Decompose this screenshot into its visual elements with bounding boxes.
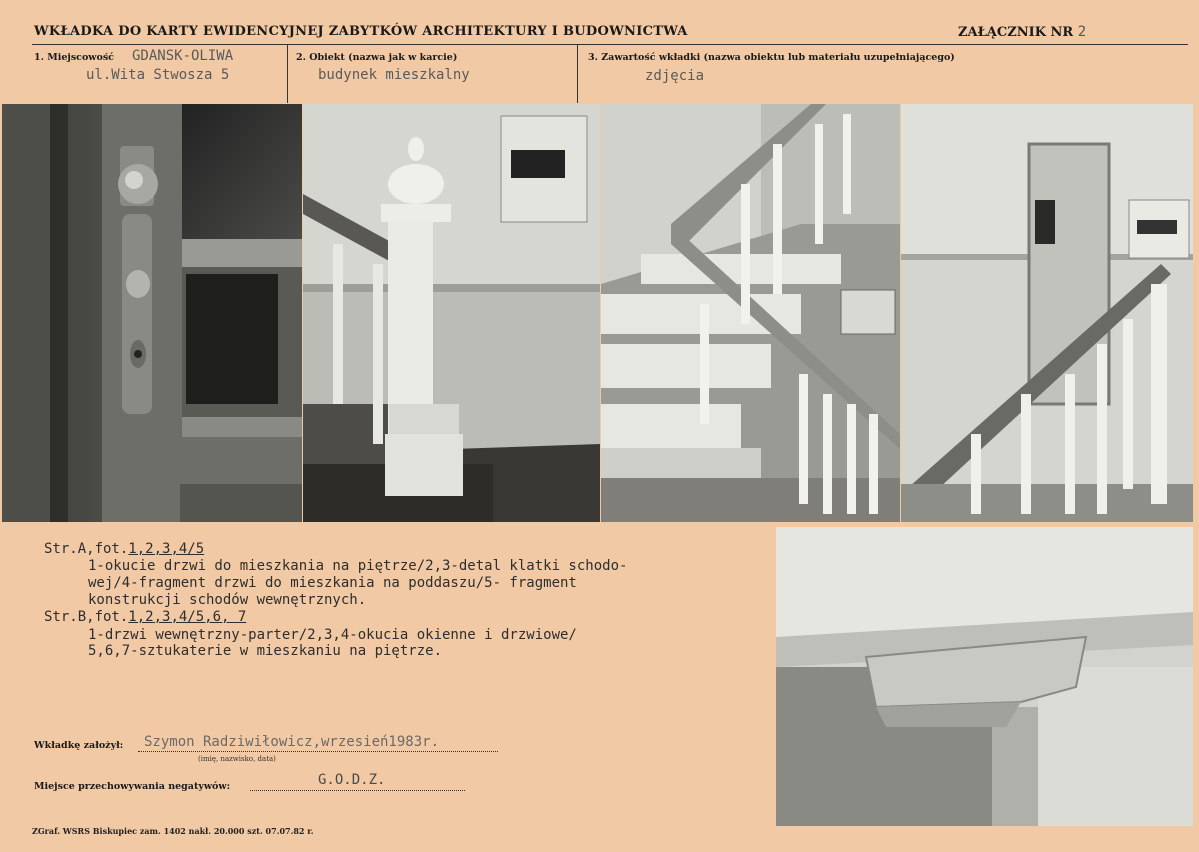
storage-dotline (250, 790, 465, 791)
photo-door-fitting (2, 104, 302, 522)
header-rule (32, 44, 1188, 45)
description-a-heading (44, 541, 204, 558)
photo-landing-balustrade (901, 104, 1193, 522)
photo-newel-post (303, 104, 600, 522)
description-b-line: 1-drzwi wewnętrzny-parter/2,3,4-okucia okienne i drzwiowe/ (88, 627, 577, 643)
locality-label: 1. Miejscowość (34, 52, 114, 63)
contents-label: 3. Zawartość wkładki (nazwa obiektu lub materiału uzupełniającego) (588, 52, 955, 63)
annex-label: ZAŁĄCZNIK NR (958, 25, 1074, 40)
photo-staircase (601, 104, 900, 522)
photo-ceiling-stucco (776, 527, 1193, 826)
field-divider (577, 45, 578, 103)
creator-value: Szymon Radziwiłowicz,wrzesień1983r. (144, 734, 440, 750)
printer-imprint: ZGraf. WSRS Biskupiec zam. 1402 nakł. 20.000 szt. 07.07.82 r. (32, 826, 314, 836)
field-divider (287, 45, 288, 103)
street-value: ul.Wita Stwosza 5 (86, 67, 230, 83)
description-a-line: wej/4-fragment drzwi do mieszkania na poddaszu/5- fragment (88, 575, 577, 591)
object-label: 2. Obiekt (nazwa jak w karcie) (296, 52, 458, 63)
object-value: budynek mieszkalny (318, 67, 470, 83)
description-a-numbers: 1,2,3,4/5 (128, 541, 205, 557)
annex-number: 2 (1077, 24, 1087, 40)
annex-label-group (958, 24, 1086, 40)
description-a-prefix: Str.A,fot. (44, 541, 129, 557)
card-title: WKŁADKA DO KARTY EWIDENCYJNEJ ZABYTKÓW ARCHITEKTURY I BUDOWNICTWA (34, 24, 688, 39)
description-a-line: 1-okucie drzwi do mieszkania na piętrze/2,3-detal klatki schodo- (88, 558, 628, 574)
description-b-numbers: 1,2,3,4/5,6, 7 (128, 609, 247, 625)
creator-dotline (138, 751, 498, 752)
description-a-line: konstrukcji schodów wewnętrznych. (88, 592, 367, 608)
storage-label: Miejsce przechowywania negatywów: (34, 781, 231, 792)
locality-value: GDANSK-OLIWA (132, 48, 234, 64)
contents-value: zdjęcia (645, 68, 705, 84)
card-header (0, 0, 1199, 103)
description-b-heading (44, 609, 246, 626)
creator-label: Wkładkę założył: (34, 740, 124, 751)
description-b-prefix: Str.B,fot. (44, 609, 129, 625)
creator-hint: (imię, nazwisko, data) (198, 755, 276, 763)
storage-value: G.O.D.Z. (318, 772, 386, 788)
description-b-line: 5,6,7-sztukaterie w mieszkaniu na piętrze. (88, 643, 443, 659)
